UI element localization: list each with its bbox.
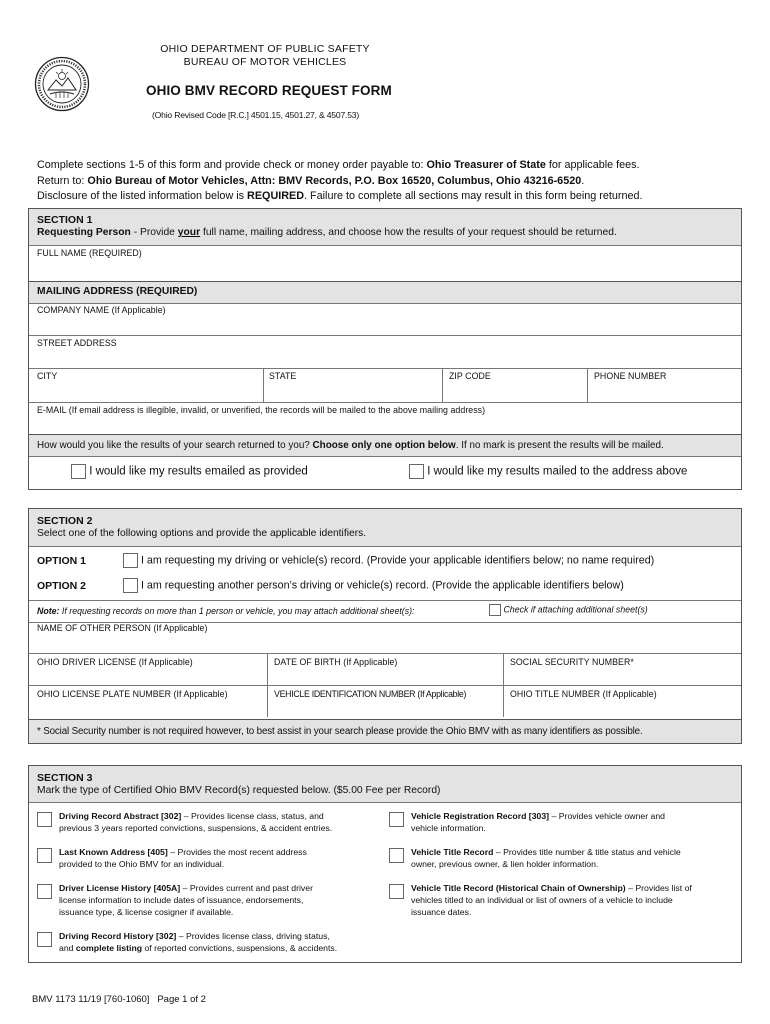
section1 [28, 208, 742, 490]
option2-row [29, 574, 741, 600]
email-field[interactable] [29, 402, 741, 432]
section2-title: SECTION 2 [37, 515, 93, 527]
identifiers-row1 [29, 653, 741, 685]
section2-header [29, 509, 741, 546]
other-person-name-label: NAME OF OTHER PERSON (If Applicable) [37, 623, 208, 633]
record-option-driving-history[interactable]: Driving Record History [302] – Provides license class, driving status, and complete listing of reported convictions, suspensions, & accidents. [37, 930, 417, 960]
option-mail[interactable]: I would like my results mailed to the address above [409, 464, 687, 479]
option1-checkbox[interactable] [123, 553, 138, 568]
mailing-address-header [29, 281, 741, 303]
revised-code: (Ohio Revised Code [R.C.] 4501.15, 4501.27, & 4507.53) [152, 110, 360, 120]
ssn-note-row [29, 719, 741, 743]
agency-line1: OHIO DEPARTMENT OF PUBLIC SAFETY [160, 43, 370, 55]
driving-abstract-checkbox[interactable] [37, 812, 52, 827]
record-option-vehicle-registration[interactable]: Vehicle Registration Record [303] – Provides vehicle owner and vehicle information. [389, 810, 741, 840]
full-name-label: FULL NAME (REQUIRED) [37, 248, 142, 258]
ohio-seal-icon [34, 56, 90, 112]
record-option-driver-license-history[interactable]: Driver License History [405A] – Provides current and past driver license information to include dates of issuance, endorsements, issuance type, & license cosigner if available. [37, 882, 387, 922]
option-email[interactable]: I would like my results emailed as provided [71, 464, 308, 479]
zip-code-label: ZIP CODE [449, 371, 491, 381]
option2[interactable]: I am requesting another person’s driving or vehicle(s) record. (Provide the applicable identifiers below) [123, 578, 624, 593]
attach-sheets[interactable]: Check if attaching additional sheet(s) [489, 604, 648, 616]
return-method-options [29, 456, 741, 489]
intro-line1: Complete sections 1-5 of this form and provide check or money order payable to: Ohio Treasurer of State for applicable fees. [37, 159, 640, 171]
driver-license-label: OHIO DRIVER LICENSE (If Applicable) [37, 657, 193, 667]
section3 [28, 765, 742, 963]
intro-line3: Disclosure of the listed information below is REQUIRED. Failure to complete all sections may result in this form being returned. [37, 190, 643, 202]
intro-line2: Return to: Ohio Bureau of Motor Vehicles, Attn: BMV Records, P.O. Box 16520, Columbus, Ohio 43216-6520. [37, 174, 585, 187]
section2 [28, 508, 742, 744]
vin-label: VEHICLE IDENTIFICATION NUMBER (If Applicable) [274, 689, 467, 699]
option1-row [29, 546, 741, 574]
agency-line2: BUREAU OF MOTOR VEHICLES [183, 56, 347, 68]
option2-label: OPTION 2 [37, 580, 87, 592]
ssn-label: SOCIAL SECURITY NUMBER* [510, 657, 634, 667]
return-method-text: How would you like the results of your search returned to you? Choose only one option below. If no mark is present the results will be mailed. [37, 440, 664, 451]
driver-license-history-checkbox[interactable] [37, 884, 52, 899]
section3-header [29, 766, 741, 802]
street-address-label: STREET ADDRESS [37, 338, 117, 348]
option1[interactable]: I am requesting my driving or vehicle(s) record. (Provide your applicable identifiers below; no name required) [123, 553, 654, 568]
section3-divider [29, 802, 741, 803]
state-label: STATE [269, 371, 297, 381]
return-method-question [29, 434, 741, 456]
vehicle-registration-checkbox[interactable] [389, 812, 404, 827]
attach-note: Note: If requesting records on more than 1 person or vehicle, you may attach additional sheet(s): [37, 606, 415, 616]
record-option-vehicle-title[interactable]: Vehicle Title Record – Provides title number & title status and vehicle owner, previous owner, & lien holder information. [389, 846, 741, 876]
license-plate-label: OHIO LICENSE PLATE NUMBER (If Applicable) [37, 689, 228, 699]
date-of-birth-label: DATE OF BIRTH (If Applicable) [274, 657, 398, 667]
mailing-address-title: MAILING ADDRESS (REQUIRED) [37, 286, 198, 297]
street-address-field[interactable] [29, 335, 741, 368]
option2-checkbox[interactable] [123, 578, 138, 593]
form-header [0, 0, 770, 130]
driving-history-checkbox[interactable] [37, 932, 52, 947]
section1-subtitle: Requesting Person - Provide your full name, mailing address, and choose how the results of your request should be returned. [37, 227, 617, 238]
identifiers-row2 [29, 685, 741, 717]
record-option-driving-abstract[interactable]: Driving Record Abstract [302] – Provides license class, status, and previous 3 years reported convictions, suspensions, & accident entries. [37, 810, 387, 840]
company-name-label: COMPANY NAME (If Applicable) [37, 305, 166, 315]
last-known-address-checkbox[interactable] [37, 848, 52, 863]
other-person-name-field[interactable] [29, 622, 741, 653]
title-chain-checkbox[interactable] [389, 884, 404, 899]
ssn-note: * Social Security number is not required however, to best assist in your search please provide the Ohio BMV with as many identifiers as possible. [37, 726, 643, 737]
full-name-field[interactable] [29, 245, 741, 279]
section2-subtitle: Select one of the following options and provide the applicable identifiers. [37, 528, 367, 539]
attach-sheets-checkbox[interactable] [489, 604, 501, 616]
form-title: OHIO BMV RECORD REQUEST FORM [146, 83, 392, 98]
company-name-field[interactable] [29, 303, 741, 335]
section3-title: SECTION 3 [37, 772, 93, 784]
agency-name [140, 43, 390, 69]
title-number-label: OHIO TITLE NUMBER (If Applicable) [510, 689, 657, 699]
vehicle-title-checkbox[interactable] [389, 848, 404, 863]
phone-number-label: PHONE NUMBER [594, 371, 667, 381]
section3-subtitle: Mark the type of Certified Ohio BMV Record(s) requested below. ($5.00 Fee per Record) [37, 785, 441, 796]
city-label: CITY [37, 371, 58, 381]
section1-header [29, 209, 741, 245]
email-results-checkbox[interactable] [71, 464, 86, 479]
mail-results-checkbox[interactable] [409, 464, 424, 479]
section1-title: SECTION 1 [37, 214, 93, 226]
email-label: E-MAIL (If email address is illegible, invalid, or unverified, the records will be mailed to the above mailing address) [37, 405, 486, 415]
intro-instructions [37, 158, 737, 205]
record-option-title-chain[interactable]: Vehicle Title Record (Historical Chain of Ownership) – Provides list of vehicles titled to an individual or list of owners of a vehicle to include issuance dates. [389, 882, 741, 922]
record-option-last-known-address[interactable]: Last Known Address [405] – Provides the most recent address provided to the Ohio BMV for an individual. [37, 846, 387, 876]
attach-note-row [29, 600, 741, 622]
option1-label: OPTION 1 [37, 555, 87, 567]
form-footer: BMV 1173 11/19 [760-1060] Page 1 of 2 [32, 994, 206, 1005]
city-state-zip-row [29, 368, 741, 402]
